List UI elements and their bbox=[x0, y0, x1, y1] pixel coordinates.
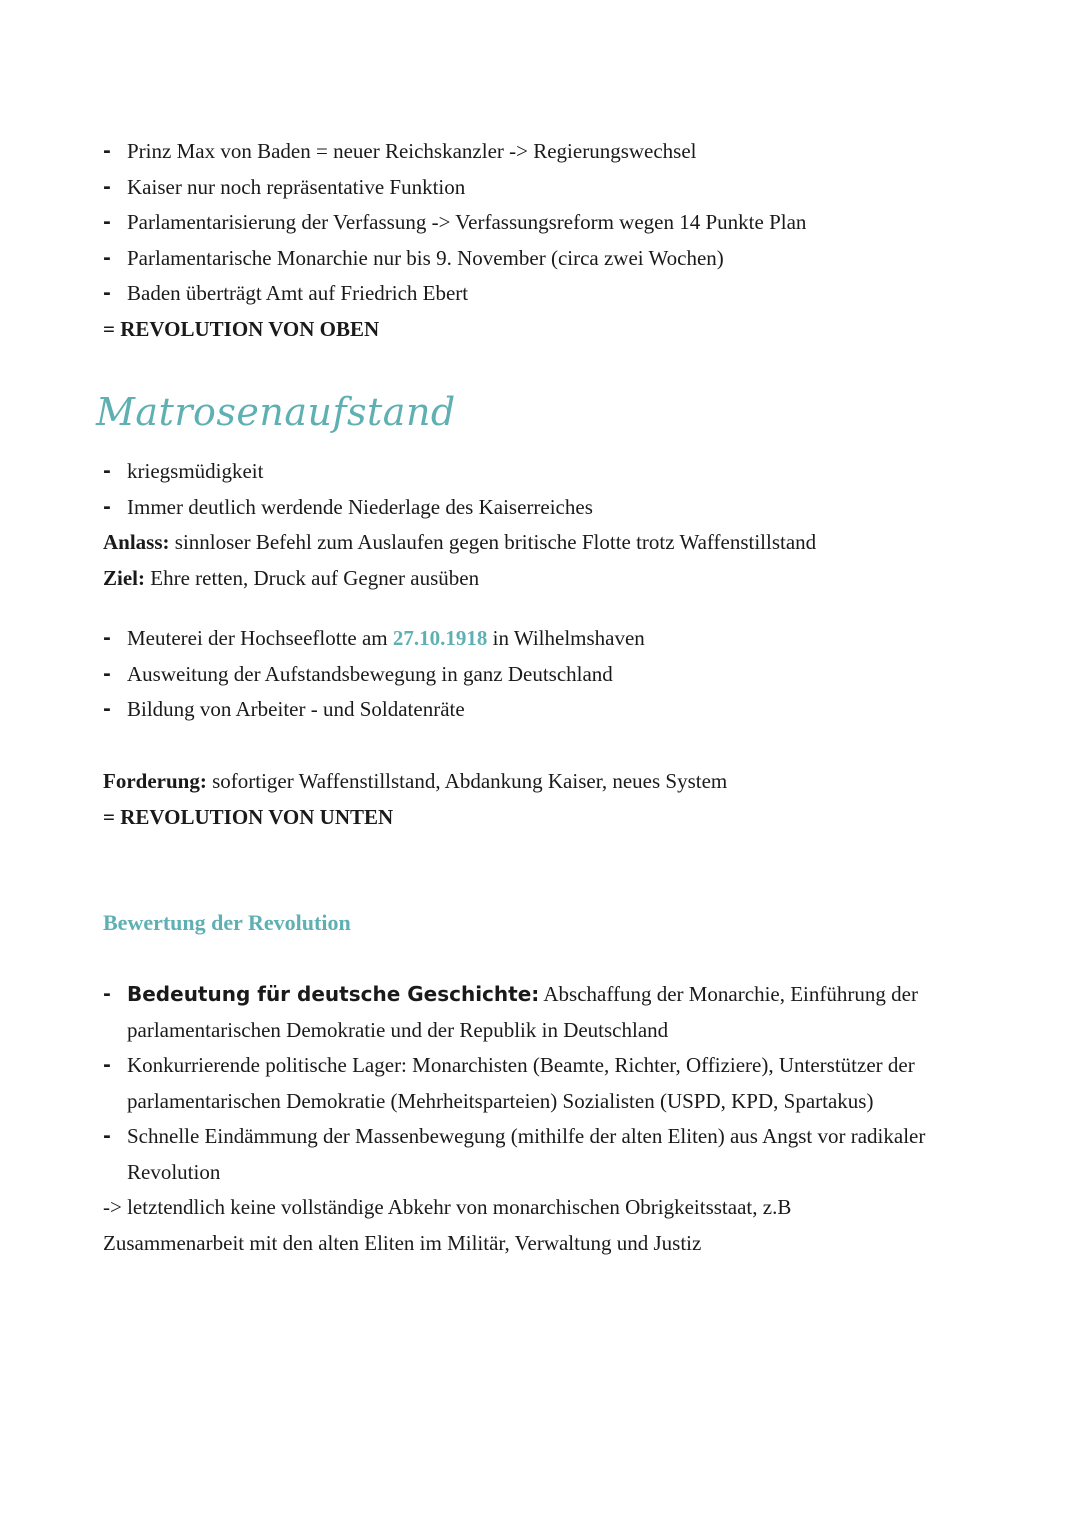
list-item: - kriegsmüdigkeit bbox=[103, 454, 983, 490]
meuterei-text: Meuterei der Hochseeflotte am bbox=[127, 626, 393, 650]
matrosenaufstand-events bbox=[103, 621, 983, 728]
anlass-label: Anlass: bbox=[103, 530, 170, 554]
ziel-text: Ehre retten, Druck auf Gegner ausüben bbox=[145, 565, 480, 590]
forderung-line bbox=[103, 764, 983, 800]
meuterei-place: in Wilhelmshaven bbox=[487, 626, 645, 650]
list-item: - Baden überträgt Amt auf Friedrich Ebert bbox=[103, 276, 983, 312]
list-item bbox=[103, 977, 973, 1048]
list-item: - Schnelle Eindämmung der Massenbewegung (mithilfe der alten Eliten) aus Angst vor radikaler Revolution bbox=[103, 1119, 973, 1190]
conclusion-oben: = REVOLUTION VON OBEN bbox=[103, 316, 380, 341]
list-item: - Bildung von Arbeiter - und Soldatenräte bbox=[103, 692, 983, 728]
ziel-label: Ziel: bbox=[103, 565, 145, 590]
list-item: - Immer deutlich werdende Niederlage des Kaiserreiches bbox=[103, 490, 983, 526]
forderung-block bbox=[103, 764, 983, 835]
list-item: - Prinz Max von Baden = neuer Reichskanzler -> Regierungswechsel bbox=[103, 134, 983, 170]
revolution-von-oben-section bbox=[103, 134, 983, 347]
fazit-line-2: Zusammenarbeit mit den alten Eliten im Militär, Verwaltung und Justiz bbox=[103, 1230, 702, 1255]
list-item bbox=[103, 621, 983, 657]
list-item: - Kaiser nur noch repräsentative Funktion bbox=[103, 170, 983, 206]
matrosenaufstand-heading: Matrosenaufstand bbox=[96, 390, 456, 434]
list-item: - Konkurrierende politische Lager: Monarchisten (Beamte, Richter, Offiziere), Unterstützer der parlamentarischen Demokratie (Mehrheitsparteien) Sozialisten (USPD, KPD, Spartakus) bbox=[103, 1048, 973, 1119]
forderung-text: sofortiger Waffenstillstand, Abdankung Kaiser, neues System bbox=[206, 769, 728, 793]
meuterei-date: 27.10.1918 bbox=[392, 626, 488, 650]
conclusion-unten: = REVOLUTION VON UNTEN bbox=[103, 804, 394, 829]
anlass-text: sinnloser Befehl zum Auslaufen gegen britische Flotte trotz Waffenstillstand bbox=[169, 530, 817, 554]
ziel-line bbox=[103, 561, 983, 597]
list-item: - Parlamentarisierung der Verfassung -> Verfassungsreform wegen 14 Punkte Plan bbox=[103, 205, 983, 241]
matrosenaufstand-causes bbox=[103, 454, 983, 596]
bedeutung-text: Abschaffung der Monarchie, Einführung der parlamentarischen Demokratie und der Republik in Deutschland bbox=[127, 982, 918, 1042]
list-item: - Ausweitung der Aufstandsbewegung in ganz Deutschland bbox=[103, 657, 983, 693]
bewertung-heading: Bewertung der Revolution bbox=[103, 910, 351, 935]
bewertung-section bbox=[103, 977, 973, 1261]
anlass-line bbox=[103, 525, 983, 561]
fazit-line-1: -> letztendlich keine vollständige Abkehr von monarchischen Obrigkeitsstaat, z.B bbox=[103, 1195, 792, 1219]
list-item: - Parlamentarische Monarchie nur bis 9. November (circa zwei Wochen) bbox=[103, 241, 983, 277]
bedeutung-label: Bedeutung für deutsche Geschichte: bbox=[127, 982, 540, 1006]
forderung-label: Forderung: bbox=[103, 769, 207, 793]
